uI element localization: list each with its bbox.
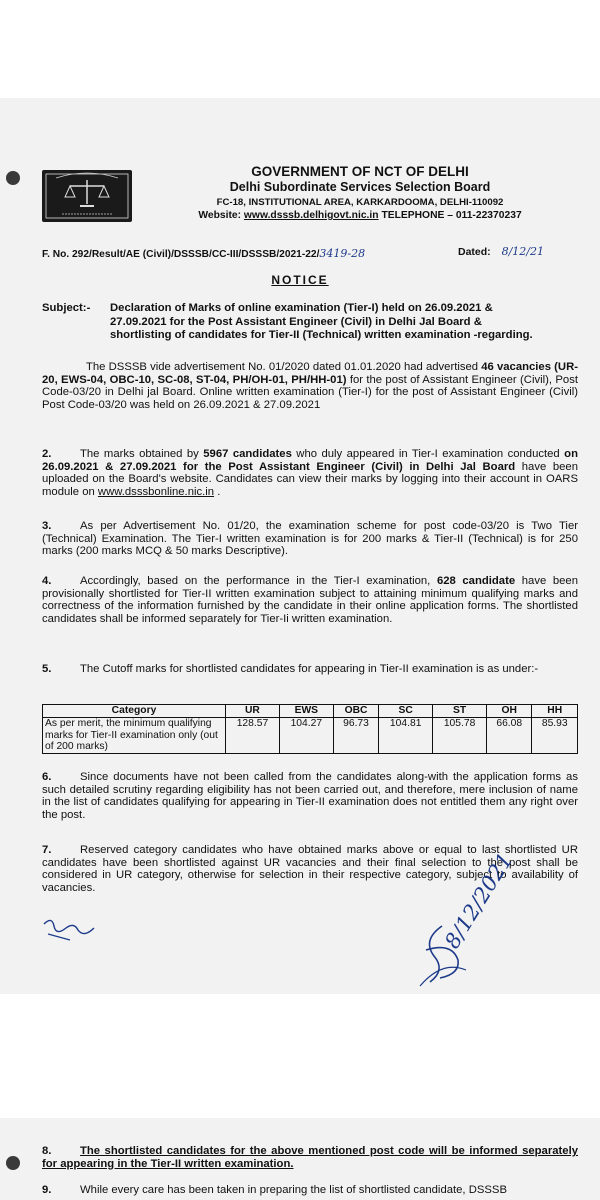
table-cell: 105.78 xyxy=(433,718,487,754)
board-address: FC-18, INSTITUTIONAL AREA, KARKARDOOMA, DELHI-110092 xyxy=(216,197,504,208)
file-number-handwritten: 3419-28 xyxy=(319,247,366,260)
table-cell: 104.81 xyxy=(379,718,433,754)
para7-text: Reserved category candidates who have obtained marks above or equal to last shortlisted UR candidates have been shortlisted against UR vacancies and their final selection to the post shall be considered in UR category, otherwise for selection in their respective category, subject to availability of vacancies. xyxy=(42,844,578,894)
government-title: GOVERNMENT OF NCT OF DELHI xyxy=(251,164,469,179)
intro-text-2: for the post of Assistant Engineer (Civil), Post Code-03/20 in Delhi jal Board. Online written examination (Tier-I) for the post of Assistant Engineer (Civil) Post Code-03/20 was held on 26.09.2021 & 27.09.2021 xyxy=(42,373,578,411)
subject-text xyxy=(110,302,580,343)
para8-text: The shortlisted candidates for the above mentioned post code will be informed separately for appearing in the Tier-II written examination. xyxy=(42,1145,578,1170)
subject-line-2: 27.09.2021 for the Post Assistant Engineer (Civil) in Delhi Jal Board & xyxy=(110,315,482,328)
table-cell: 104.27 xyxy=(279,718,333,754)
paragraph-9 xyxy=(42,1184,578,1198)
table-header: ST xyxy=(433,705,487,718)
para2-text-1: The marks obtained by xyxy=(80,448,204,460)
paragraph-intro xyxy=(42,361,578,411)
paragraph-number: 2. xyxy=(42,448,52,460)
cutoff-table xyxy=(42,704,578,754)
board-name: Delhi Subordinate Services Selection Board xyxy=(229,180,491,194)
table-header: SC xyxy=(379,705,433,718)
intro-text-1: The DSSSB vide advertisement No. 01/2020 dated 01.01.2020 had advertised xyxy=(86,361,482,373)
file-number-text: F. No. 292/Result/AE (Civil)/DSSSB/CC-III/DSSSB/2021-22/ xyxy=(42,249,320,260)
subject-line-1: Declaration of Marks of online examination (Tier-I) held on 26.09.2021 & xyxy=(110,302,493,314)
paragraph-number: 8. xyxy=(42,1145,52,1157)
paragraph-2 xyxy=(42,448,578,498)
telephone-text: TELEPHONE – 011-22370237 xyxy=(381,210,522,221)
table-header: EWS xyxy=(279,705,333,718)
para4-text-2: have been provisionally shortlisted for Tier-II written examination subject to attaining minimum qualifying marks and correctness of the information furnished by the candidate in their online application forms. The shortlisted candidates shall be informed separately for Tier-Ii written examination. xyxy=(42,575,578,625)
table-header: OH xyxy=(487,705,532,718)
contact-line xyxy=(150,210,570,221)
subject-line-3: shortlisting of candidates for Tier-II (Technical) written examination -regarding. xyxy=(110,329,533,341)
para2-exam-dates: on 26.09.2021 & 27.09.2021 for the Post Assistant Engineer (Civil) in Delhi Jal Board xyxy=(42,448,578,473)
table-header-row xyxy=(43,705,578,718)
dated-handwritten: 8/12/21 xyxy=(501,245,544,258)
website-label: Website: xyxy=(198,210,242,221)
para2-candidates: 5967 candidates xyxy=(203,448,292,460)
table-row xyxy=(43,718,578,754)
paragraph-5 xyxy=(42,663,578,676)
paragraph-4 xyxy=(42,575,578,625)
para6-text: Since documents have not been called from the candidates along-with the application forms as such detailed scrutiny regarding eligibility has not been carried out, and therefore, mere inclusion of name in the list of candidates qualifying for appearing in Tier-II examination does not entitled them any right over the post. xyxy=(42,771,578,821)
table-header: UR xyxy=(226,705,280,718)
para2-text-3: have been uploaded on the Board's website. Candidates can view their marks by logging into their account in OARS module on xyxy=(42,460,578,498)
punch-hole xyxy=(6,1156,20,1170)
viewer-top-margin xyxy=(0,0,600,98)
para4-candidates: 628 candidate xyxy=(436,575,516,587)
website-link[interactable]: www.dsssb.delhigovt.nic.in xyxy=(243,210,379,221)
table-header: HH xyxy=(532,705,578,718)
signature-date: 8/12/2021 xyxy=(440,848,518,953)
table-cell: 66.08 xyxy=(487,718,532,754)
paragraph-number: 5. xyxy=(42,663,52,675)
para2-text-2: who duly appeared in Tier-I examination conducted xyxy=(291,448,565,460)
para2-text-4: . xyxy=(214,485,221,498)
paragraph-8 xyxy=(42,1145,578,1170)
para3-text: As per Advertisement No. 01/20, the examination scheme for post code-03/20 is Two Tier (Technical) Examination. The Tier-I written examination is for 200 marks & Tier-II (Technical) is for 250 marks (200 marks MCQ & 50 marks Descriptive). xyxy=(42,520,578,558)
table-header: OBC xyxy=(333,705,378,718)
file-number xyxy=(42,247,365,260)
table-cell: 96.73 xyxy=(333,718,378,754)
notice-title: NOTICE xyxy=(271,273,329,287)
paragraph-number: 4. xyxy=(42,575,52,587)
subject-label: Subject:- xyxy=(42,302,91,314)
table-cell: 85.93 xyxy=(532,718,578,754)
dsssb-logo xyxy=(42,170,132,222)
paragraph-6 xyxy=(42,771,578,821)
para4-text-1: Accordingly, based on the performance in the Tier-I examination, xyxy=(80,575,437,587)
table-cell-category: As per merit, the minimum qualifying marks for Tier-II examination only (out of 200 marks) xyxy=(43,718,226,754)
page-gap xyxy=(0,994,600,1118)
table-cell: 128.57 xyxy=(226,718,280,754)
dated-line xyxy=(458,245,544,258)
initials-signature xyxy=(40,910,100,946)
punch-hole xyxy=(6,171,20,185)
para9-text: While every care has been taken in preparing the list of shortlisted candidate, DSSSB xyxy=(80,1184,508,1196)
table-header: Category xyxy=(43,705,226,718)
intro-vacancies: 46 vacancies (UR-20, EWS-04, OBC-10, SC-08, ST-04, PH/OH-01, PH/HH-01) xyxy=(42,361,578,386)
paragraph-number: 3. xyxy=(42,520,52,532)
para5-text: The Cutoff marks for shortlisted candidates for appearing in Tier-II examination is as under:- xyxy=(80,663,539,675)
paragraph-number: 6. xyxy=(42,771,52,783)
paragraph-3 xyxy=(42,520,578,558)
dated-label: Dated: xyxy=(458,246,491,258)
paragraph-number: 7. xyxy=(42,844,52,856)
logo-emblem-icon xyxy=(42,170,132,222)
paragraph-number: 9. xyxy=(42,1184,52,1196)
oars-link[interactable]: www.dsssbonline.nic.in xyxy=(97,485,215,498)
